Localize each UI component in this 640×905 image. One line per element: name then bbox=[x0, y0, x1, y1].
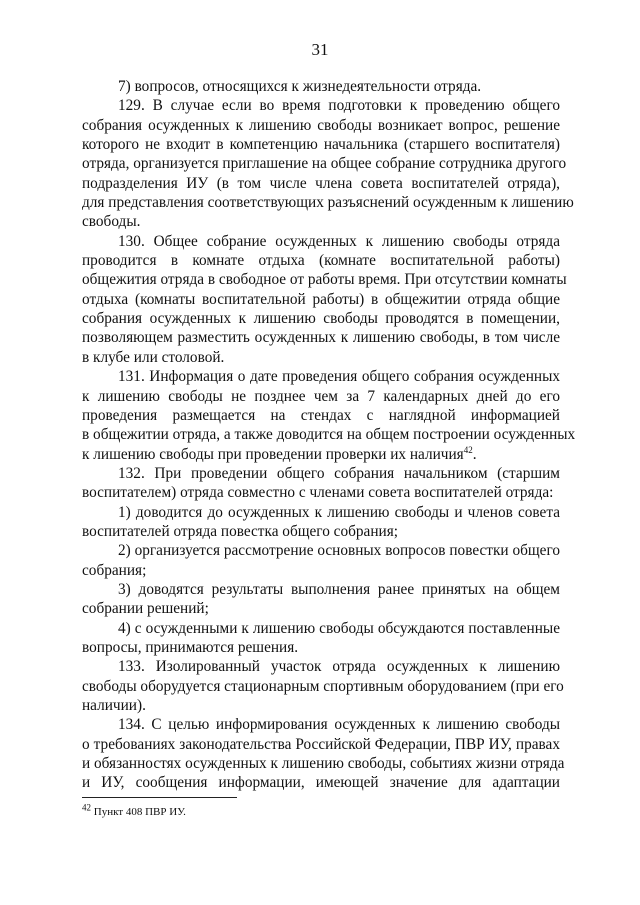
text-line bbox=[82, 251, 560, 270]
paragraph bbox=[82, 619, 560, 658]
text-line bbox=[82, 445, 560, 464]
line-text: 134. С целью информирования осужденных к лишению свободы bbox=[118, 716, 560, 734]
line-text: 2) организуется рассмотрение основных вопросов повестки общего bbox=[118, 542, 560, 560]
text-line bbox=[82, 212, 560, 231]
text-line bbox=[82, 367, 560, 386]
text-line bbox=[82, 387, 560, 406]
text-line bbox=[82, 638, 560, 657]
text-line bbox=[82, 232, 560, 251]
line-text: о требованиях законодательства Российской Федерации, ПВР ИУ, правах bbox=[82, 735, 560, 753]
text-line bbox=[82, 154, 567, 173]
line-text: 131. Информация о дате проведения общего собрания осужденных bbox=[118, 368, 560, 386]
paragraph bbox=[82, 232, 567, 367]
line-text: отряда, организуется приглашение на общее собрание сотрудника другого bbox=[82, 155, 567, 173]
line-text: свободы. bbox=[82, 213, 141, 231]
text-line bbox=[82, 290, 560, 309]
paragraph bbox=[82, 367, 576, 464]
text-line bbox=[82, 715, 560, 734]
text-line bbox=[82, 425, 576, 444]
text-line bbox=[82, 619, 560, 638]
line-text: 7) вопросов, относящихся к жизнедеятельности отряда. bbox=[118, 78, 482, 95]
line-text: и обязанностях осужденных к лишению свободы, событиях жизни отряда bbox=[82, 755, 565, 773]
line-text: которого не входит в компетенцию начальника (старшего воспитателя) bbox=[82, 136, 560, 154]
line-text: воспитателем) отряда совместно с членами совета воспитателей отряда: bbox=[82, 484, 554, 502]
line-text: собрания осужденных к лишению свободы возникает вопрос, решение bbox=[82, 116, 560, 134]
footnote bbox=[82, 802, 186, 818]
line-text: и ИУ, сообщения информации, имеющей значение для адаптации bbox=[82, 774, 560, 792]
text-line bbox=[82, 754, 565, 773]
line-text: наличии). bbox=[82, 697, 146, 714]
line-text: позволяющем разместить осужденных к лишению свободы, в том числе bbox=[82, 329, 560, 347]
text-line bbox=[82, 677, 564, 696]
text-line bbox=[82, 309, 560, 328]
line-text: собрания осужденных к лишению свободы проводятся в помещении, bbox=[82, 310, 560, 328]
line-text: воспитателей отряда повестка общего собрания; bbox=[82, 522, 398, 540]
text-line bbox=[82, 328, 560, 347]
text-line bbox=[82, 580, 560, 599]
text-line bbox=[82, 135, 560, 154]
text-line bbox=[82, 696, 560, 715]
document-body bbox=[82, 77, 576, 793]
text-line bbox=[82, 348, 560, 367]
text-line bbox=[82, 657, 560, 676]
text-line bbox=[82, 406, 560, 425]
text-line bbox=[82, 561, 560, 580]
footnote-reference: 42 bbox=[463, 444, 473, 455]
line-text: свободы оборудуется стационарным спортивным оборудованием (при его bbox=[82, 677, 564, 695]
text-line bbox=[82, 522, 560, 541]
text-line bbox=[82, 483, 560, 502]
text-line bbox=[82, 541, 560, 560]
line-text: в клубе или столовой. bbox=[82, 348, 225, 366]
line-text: 4) с осужденными к лишению свободы обсуждаются поставленные bbox=[118, 619, 560, 637]
paragraph bbox=[82, 541, 560, 580]
text-line bbox=[82, 77, 560, 96]
line-text: 132. При проведении общего собрания начальником (старшим bbox=[118, 464, 560, 482]
paragraph bbox=[82, 96, 574, 231]
text-line bbox=[82, 174, 560, 193]
line-text: 3) доводятся результаты выполнения ранее принятых на общем bbox=[118, 580, 560, 598]
line-text: к лишению свободы при проведении проверки их наличия bbox=[82, 445, 464, 463]
line-text: 133. Изолированный участок отряда осужденных к лишению bbox=[118, 658, 560, 676]
text-line bbox=[82, 96, 560, 115]
line-text: собрания; bbox=[82, 561, 147, 579]
paragraph bbox=[82, 464, 560, 503]
text-line bbox=[82, 599, 560, 618]
line-text: проведения размещается на стендах с наглядной информацией bbox=[82, 406, 560, 424]
line-text: вопросы, принимаются решения. bbox=[82, 638, 299, 656]
paragraph bbox=[82, 77, 560, 96]
text-line bbox=[82, 503, 560, 522]
line-text: 1) доводится до осужденных к лишению свободы и членов совета bbox=[118, 503, 560, 521]
line-text: общежития отряда в свободное от работы время. При отсутствии комнаты bbox=[82, 271, 567, 289]
text-line bbox=[82, 270, 567, 289]
paragraph bbox=[82, 580, 560, 619]
footnote-number: 42 bbox=[82, 802, 91, 813]
line-text: для представления соответствующих разъяснений осужденным к лишению bbox=[82, 194, 574, 212]
paragraph bbox=[82, 715, 565, 792]
line-text: к лишению свободы не позднее чем за 7 календарных дней до его bbox=[82, 387, 560, 405]
punctuation: . bbox=[472, 445, 477, 463]
footnote-text: Пункт 408 ПВР ИУ. bbox=[93, 806, 186, 818]
text-line bbox=[82, 464, 560, 483]
line-text: собрании решений; bbox=[82, 600, 209, 618]
line-text: в общежитии отряда, а также доводится на общем построении осужденных bbox=[82, 426, 576, 444]
line-text: отдыха (комнаты воспитательной работы) в общежитии отряда общие bbox=[82, 290, 560, 308]
paragraph bbox=[82, 503, 560, 542]
paragraph bbox=[82, 657, 564, 715]
text-line bbox=[82, 773, 560, 792]
line-text: подразделения ИУ (в том числе члена совета воспитателей отряда), bbox=[82, 174, 560, 192]
text-line bbox=[82, 735, 560, 754]
page-number: 31 bbox=[311, 40, 329, 59]
text-line bbox=[82, 116, 560, 135]
line-text: 129. В случае если во время подготовки к проведению общего bbox=[118, 97, 560, 115]
text-line bbox=[82, 193, 574, 212]
footnote-divider bbox=[82, 797, 237, 798]
line-text: 130. Общее собрание осужденных к лишению свободы отряда bbox=[118, 232, 560, 250]
line-text: проводится в комнате отдыха (комнате воспитательной работы) bbox=[82, 252, 560, 270]
